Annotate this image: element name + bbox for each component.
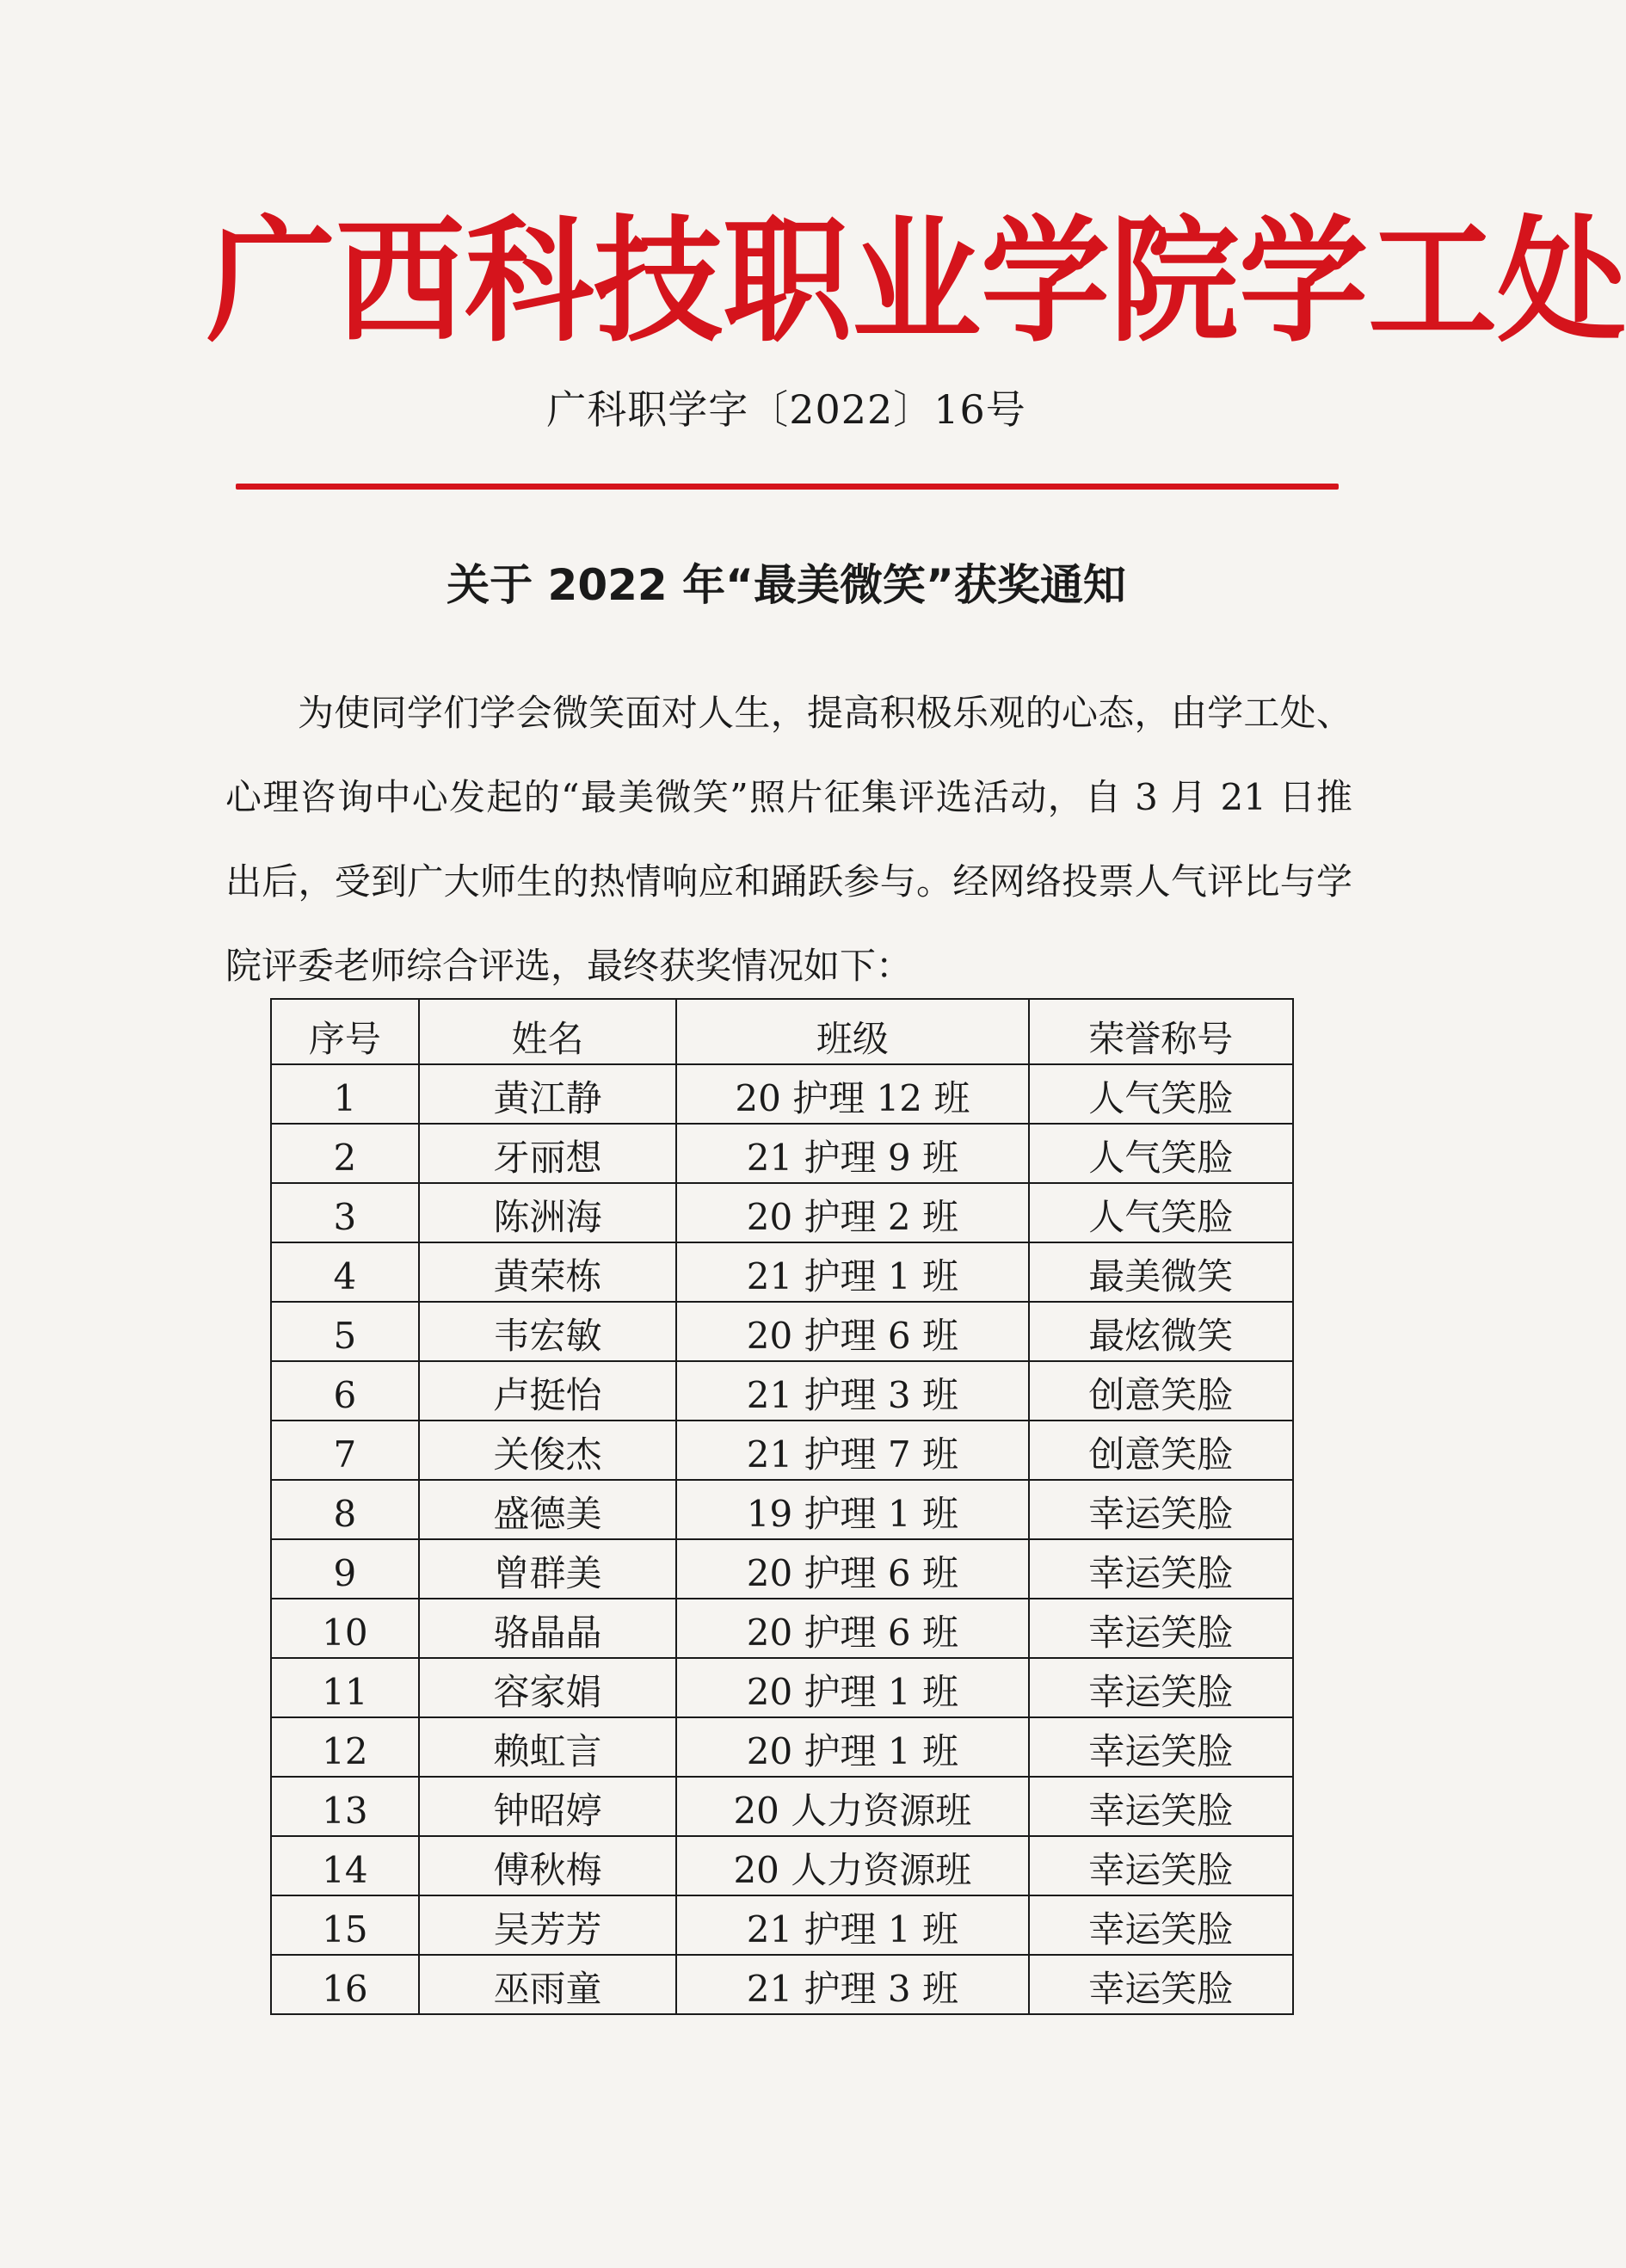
- cell-honor-title: 幸运笑脸: [1029, 1717, 1294, 1777]
- masthead-char: 业: [852, 203, 982, 361]
- masthead-char: 西: [336, 203, 465, 361]
- notice-title: 关于 2022 年“最美微笑”获奖通知: [447, 560, 1126, 610]
- table-row: [271, 1361, 1293, 1421]
- cell-honor-title: 幸运笑脸: [1029, 1777, 1294, 1836]
- cell-class: 20 人力资源班: [676, 1777, 1028, 1836]
- cell-name: 牙丽想: [419, 1124, 676, 1183]
- table-row: [271, 1658, 1293, 1717]
- table-row: [271, 1955, 1293, 2014]
- cell-name: 陈洲海: [419, 1183, 676, 1242]
- cell-honor-title: 最炫微笑: [1029, 1302, 1294, 1361]
- cell-name: 黄江静: [419, 1064, 676, 1124]
- cell-name: 关俊杰: [419, 1421, 676, 1480]
- cell-class: 20 护理 1 班: [676, 1658, 1028, 1717]
- cell-honor-title: 幸运笑脸: [1029, 1480, 1294, 1539]
- masthead-char: 技: [594, 203, 724, 361]
- cell-honor-title: 幸运笑脸: [1029, 1658, 1294, 1717]
- table-row: [271, 1183, 1293, 1242]
- cell-serial-number: 10: [271, 1599, 419, 1658]
- table-row: [271, 1895, 1293, 1955]
- cell-class: 19 护理 1 班: [676, 1480, 1028, 1539]
- cell-serial-number: 2: [271, 1124, 419, 1183]
- masthead-char: 科: [465, 203, 594, 361]
- cell-class: 21 护理 1 班: [676, 1242, 1028, 1302]
- cell-name: 曾群美: [419, 1539, 676, 1599]
- header-name: 姓名: [419, 999, 676, 1064]
- cell-serial-number: 1: [271, 1064, 419, 1124]
- cell-name: 韦宏敏: [419, 1302, 676, 1361]
- cell-honor-title: 人气笑脸: [1029, 1124, 1294, 1183]
- cell-name: 傅秋梅: [419, 1836, 676, 1895]
- cell-serial-number: 15: [271, 1895, 419, 1955]
- cell-honor-title: 创意笑脸: [1029, 1361, 1294, 1421]
- cell-class: 21 护理 1 班: [676, 1895, 1028, 1955]
- cell-class: 21 护理 3 班: [676, 1361, 1028, 1421]
- cell-class: 20 护理 6 班: [676, 1302, 1028, 1361]
- cell-serial-number: 12: [271, 1717, 419, 1777]
- cell-class: 21 护理 3 班: [676, 1955, 1028, 2014]
- cell-class: 21 护理 9 班: [676, 1124, 1028, 1183]
- header-serial-number: 序号: [271, 999, 419, 1064]
- table-row: [271, 1242, 1293, 1302]
- cell-class: 20 护理 1 班: [676, 1717, 1028, 1777]
- cell-name: 黄荣栋: [419, 1242, 676, 1302]
- table-row: [271, 1064, 1293, 1124]
- table-row: [271, 1539, 1293, 1599]
- cell-honor-title: 幸运笑脸: [1029, 1895, 1294, 1955]
- table-row: [271, 1302, 1293, 1361]
- masthead-char: 学: [1239, 203, 1369, 361]
- cell-honor-title: 幸运笑脸: [1029, 1539, 1294, 1599]
- cell-honor-title: 创意笑脸: [1029, 1421, 1294, 1480]
- cell-honor-title: 幸运笑脸: [1029, 1599, 1294, 1658]
- masthead-char: 处: [1497, 203, 1626, 361]
- masthead-char: 职: [723, 203, 853, 361]
- table-row: [271, 1480, 1293, 1539]
- cell-serial-number: 5: [271, 1302, 419, 1361]
- cell-honor-title: 最美微笑: [1029, 1242, 1294, 1302]
- cell-serial-number: 9: [271, 1539, 419, 1599]
- cell-name: 吴芳芳: [419, 1895, 676, 1955]
- header-honor-title: 荣誉称号: [1029, 999, 1294, 1064]
- cell-serial-number: 8: [271, 1480, 419, 1539]
- cell-serial-number: 4: [271, 1242, 419, 1302]
- header-class: 班级: [676, 999, 1028, 1064]
- cell-honor-title: 幸运笑脸: [1029, 1836, 1294, 1895]
- cell-serial-number: 14: [271, 1836, 419, 1895]
- cell-name: 盛德美: [419, 1480, 676, 1539]
- cell-serial-number: 13: [271, 1777, 419, 1836]
- cell-name: 卢挺怡: [419, 1361, 676, 1421]
- cell-honor-title: 幸运笑脸: [1029, 1955, 1294, 2014]
- table-header-row: [271, 999, 1293, 1064]
- table-body: [271, 1064, 1293, 2014]
- cell-serial-number: 16: [271, 1955, 419, 2014]
- cell-class: 20 护理 2 班: [676, 1183, 1028, 1242]
- cell-honor-title: 人气笑脸: [1029, 1064, 1294, 1124]
- cell-serial-number: 6: [271, 1361, 419, 1421]
- cell-name: 容家娟: [419, 1658, 676, 1717]
- table-row: [271, 1599, 1293, 1658]
- table-row: [271, 1124, 1293, 1183]
- institution-masthead: [206, 196, 1626, 368]
- cell-class: 20 护理 6 班: [676, 1599, 1028, 1658]
- table-row: [271, 1421, 1293, 1480]
- cell-class: 20 人力资源班: [676, 1836, 1028, 1895]
- cell-serial-number: 11: [271, 1658, 419, 1717]
- masthead-char: 广: [206, 203, 336, 361]
- cell-serial-number: 7: [271, 1421, 419, 1480]
- cell-name: 骆晶晶: [419, 1599, 676, 1658]
- masthead-char: 院: [1110, 203, 1240, 361]
- cell-serial-number: 3: [271, 1183, 419, 1242]
- table-row: [271, 1717, 1293, 1777]
- cell-name: 钟昭婷: [419, 1777, 676, 1836]
- table-row: [271, 1836, 1293, 1895]
- cell-name: 赖虹言: [419, 1717, 676, 1777]
- cell-class: 21 护理 7 班: [676, 1421, 1028, 1480]
- table-row: [271, 1777, 1293, 1836]
- masthead-char: 学: [981, 203, 1111, 361]
- cell-honor-title: 人气笑脸: [1029, 1183, 1294, 1242]
- cell-name: 巫雨童: [419, 1955, 676, 2014]
- red-divider-line: [236, 484, 1339, 490]
- award-table: [270, 998, 1294, 2015]
- notice-body-paragraph: 为使同学们学会微笑面对人生，提高积极乐观的心态，由学工处、心理咨询中心发起的“最美微笑”照片征集评选活动，自 3 月 21 日推出后，受到广大师生的热情响应和踊跃参与。经网络投票人气评比与学院评委老师综合评选，最终获奖情况如下：: [225, 692, 1352, 987]
- document-number: 广科职学字〔2022〕16号: [546, 386, 1026, 433]
- cell-class: 20 护理 12 班: [676, 1064, 1028, 1124]
- cell-class: 20 护理 6 班: [676, 1539, 1028, 1599]
- masthead-char: 工: [1368, 203, 1498, 361]
